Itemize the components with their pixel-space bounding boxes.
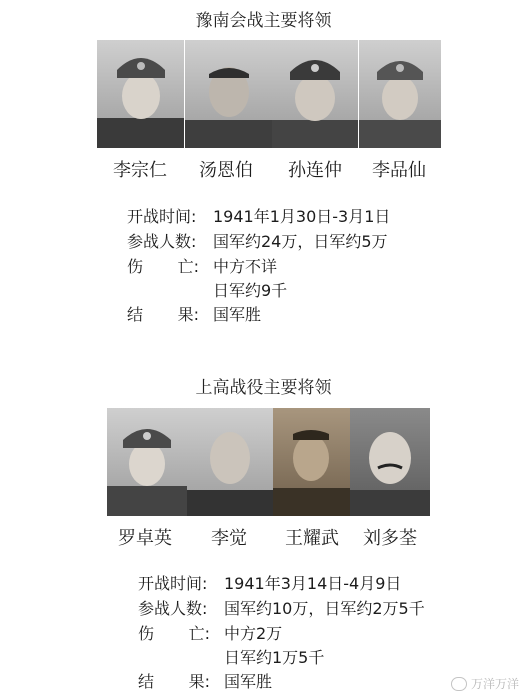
portrait-sun-lianzhong xyxy=(272,40,358,148)
general-portrait-icon xyxy=(350,408,430,516)
portrait-li-jue xyxy=(187,408,273,516)
info-value: 国军约10万，日军约2万5千 xyxy=(224,599,425,618)
info-label: 伤 xyxy=(127,257,144,276)
info-label: 亡: xyxy=(188,624,210,643)
info-result xyxy=(127,302,261,325)
general-name: 李宗仁 xyxy=(113,160,167,181)
general-name: 李觉 xyxy=(211,528,247,549)
general-portrait-icon xyxy=(187,408,273,516)
general-name: 孙连仲 xyxy=(288,160,342,181)
info-value: 国军约24万，日军约5万 xyxy=(213,232,388,251)
general-portrait-icon xyxy=(359,40,441,148)
info-value: 1941年1月30日-3月1日 xyxy=(213,207,391,226)
info-start-time xyxy=(127,204,390,227)
portrait-tang-enbo xyxy=(185,40,272,148)
general-portrait-icon xyxy=(185,40,272,148)
info-value: 国军胜 xyxy=(213,305,262,324)
general-portrait-icon xyxy=(273,408,350,516)
info-label: 参战人数: xyxy=(138,599,208,618)
info-start-time xyxy=(138,571,401,594)
info-label: 开战时间: xyxy=(138,574,208,593)
info-label: 亡: xyxy=(177,257,199,276)
info-troops xyxy=(127,229,388,252)
general-name: 李品仙 xyxy=(372,160,426,181)
info-casualties xyxy=(127,254,277,277)
info-value: 中方不详 xyxy=(213,257,278,276)
info-value: 国军胜 xyxy=(224,672,273,691)
general-name: 汤恩伯 xyxy=(199,160,253,181)
info-casualties-line2: 日军约9千 xyxy=(213,281,288,300)
info-label: 果: xyxy=(188,672,210,691)
info-result xyxy=(138,669,272,692)
portrait-li-pinxian xyxy=(359,40,441,148)
info-value: 1941年3月14日-4月9日 xyxy=(224,574,402,593)
section-title-shanggao: 上高战役主要将领 xyxy=(195,378,332,398)
watermark-text: 万洋万洋 xyxy=(470,677,519,691)
section-title-henan: 豫南会战主要将领 xyxy=(195,11,332,31)
info-label: 果: xyxy=(177,305,199,324)
portrait-wang-yaowu xyxy=(273,408,350,516)
info-value: 中方2万 xyxy=(224,624,283,643)
portrait-liu-duoquan xyxy=(350,408,430,516)
info-casualties xyxy=(138,621,282,644)
general-name: 刘多荃 xyxy=(363,528,417,549)
portrait-li-zongren xyxy=(97,40,184,148)
general-name: 王耀武 xyxy=(285,528,339,549)
info-label: 参战人数: xyxy=(127,232,197,251)
general-name: 罗卓英 xyxy=(118,528,172,549)
general-portrait-icon xyxy=(107,408,187,516)
info-label: 开战时间: xyxy=(127,207,197,226)
info-label: 结 xyxy=(138,672,155,691)
wechat-icon xyxy=(451,677,467,691)
info-label: 伤 xyxy=(138,624,155,643)
general-portrait-icon xyxy=(97,40,184,148)
info-casualties-line2: 日军约1万5千 xyxy=(224,648,325,667)
info-troops xyxy=(138,596,425,619)
portrait-luo-zhuoying xyxy=(107,408,187,516)
info-label: 结 xyxy=(127,305,144,324)
general-portrait-icon xyxy=(272,40,358,148)
watermark xyxy=(451,675,519,692)
